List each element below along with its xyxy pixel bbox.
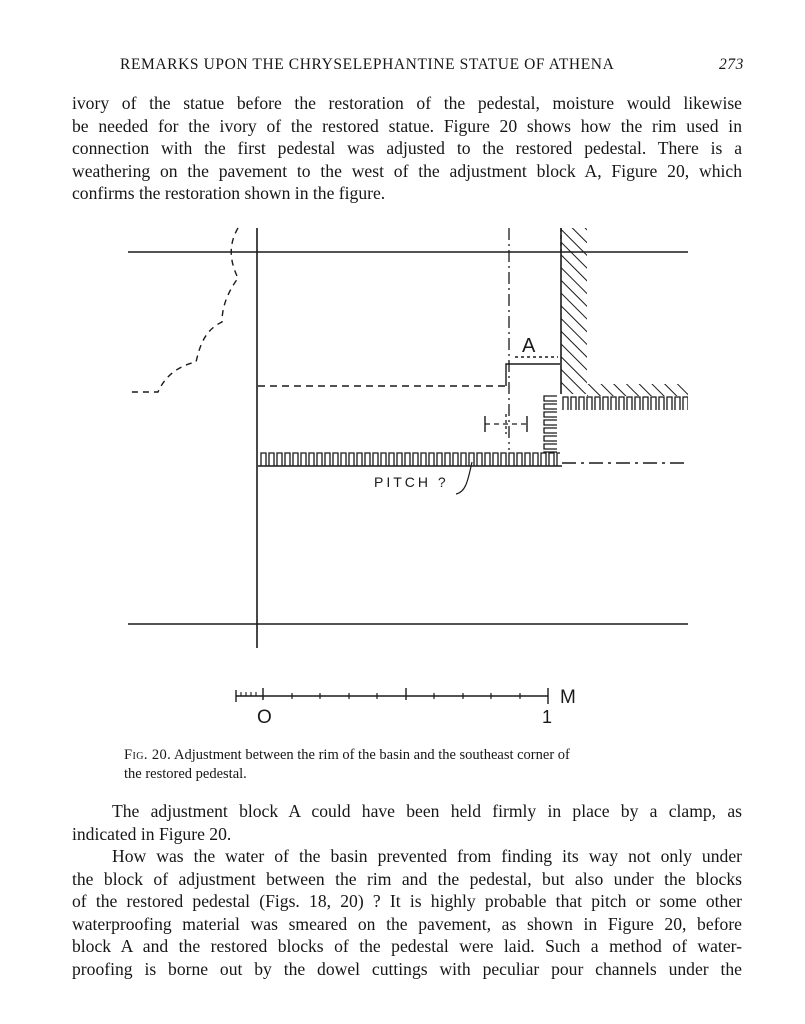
paragraph-2 [72,800,742,845]
scale-unit-label: M [560,687,576,708]
pitch-label: PITCH ? [374,474,449,490]
pitch-leader-line [456,462,472,494]
scale-label-zero: O [257,707,272,728]
pedestal-meander-band [562,395,688,411]
adjustment-block-a [506,364,560,386]
caption-text-line-2: the restored pedestal. [124,766,247,782]
page-number: 273 [718,56,744,73]
figure-caption [124,746,704,784]
paragraph-line: waterproofing material was smeared on the pavement, as shown in Figure 20, before [72,913,742,934]
caption-text-line-1: Adjustment between the rim of the basin and the southeast corner of [174,747,570,763]
paragraph-line: confirms the restoration shown in the figure. [72,183,386,203]
block-a-label: A [522,335,536,357]
paragraph-1 [72,92,742,205]
paragraph-3 [72,845,742,980]
paragraph-line: be needed for the ivory of the restored statue. Figure 20 shows how the rim used in [72,115,742,136]
paragraph-line: indicated in Figure 20. [72,823,232,844]
paragraph-line: weathering on the pavement to the west of the adjustment block A, Figure 20, which [72,160,742,181]
paragraph-line: proofing is borne out by the dowel cuttings with peculiar pour channels under the [72,958,742,979]
paragraph-line: of the restored pedestal (Figs. 18, 20) ? It is highly probable that pitch or some other [72,891,742,911]
pedestal-hatching-vertical [561,228,587,394]
caption-figure-label: Fig. 20. [124,747,172,763]
paragraph-line: How was the water of the basin prevented from finding its way not only under [112,846,742,866]
pedestal-hatching-horizontal [587,384,688,396]
paragraph-line: block A and the restored blocks of the pedestal were laid. Such a method of water- [72,936,742,956]
paragraph-line: connection with the first pedestal was adjusted to the restored pedestal. There is a [72,138,742,158]
figure-20-diagram [0,220,805,740]
paragraph-line: The adjustment block A could have been held firmly in place by a clamp, as [112,801,742,821]
scale-bar [236,688,548,704]
running-title: REMARKS UPON THE CHRYSELEPHANTINE STATUE OF ATHENA [120,56,615,73]
block-a-meander-strip [541,395,557,453]
pitch-meander-band [260,450,560,466]
paragraph-line: ivory of the statue before the restoration of the pedestal, moisture would likewise [72,93,742,113]
scale-label-one: 1 [542,707,553,727]
paragraph-line: the block of adjustment between the rim and the pedestal, but also under the blocks [72,868,742,889]
